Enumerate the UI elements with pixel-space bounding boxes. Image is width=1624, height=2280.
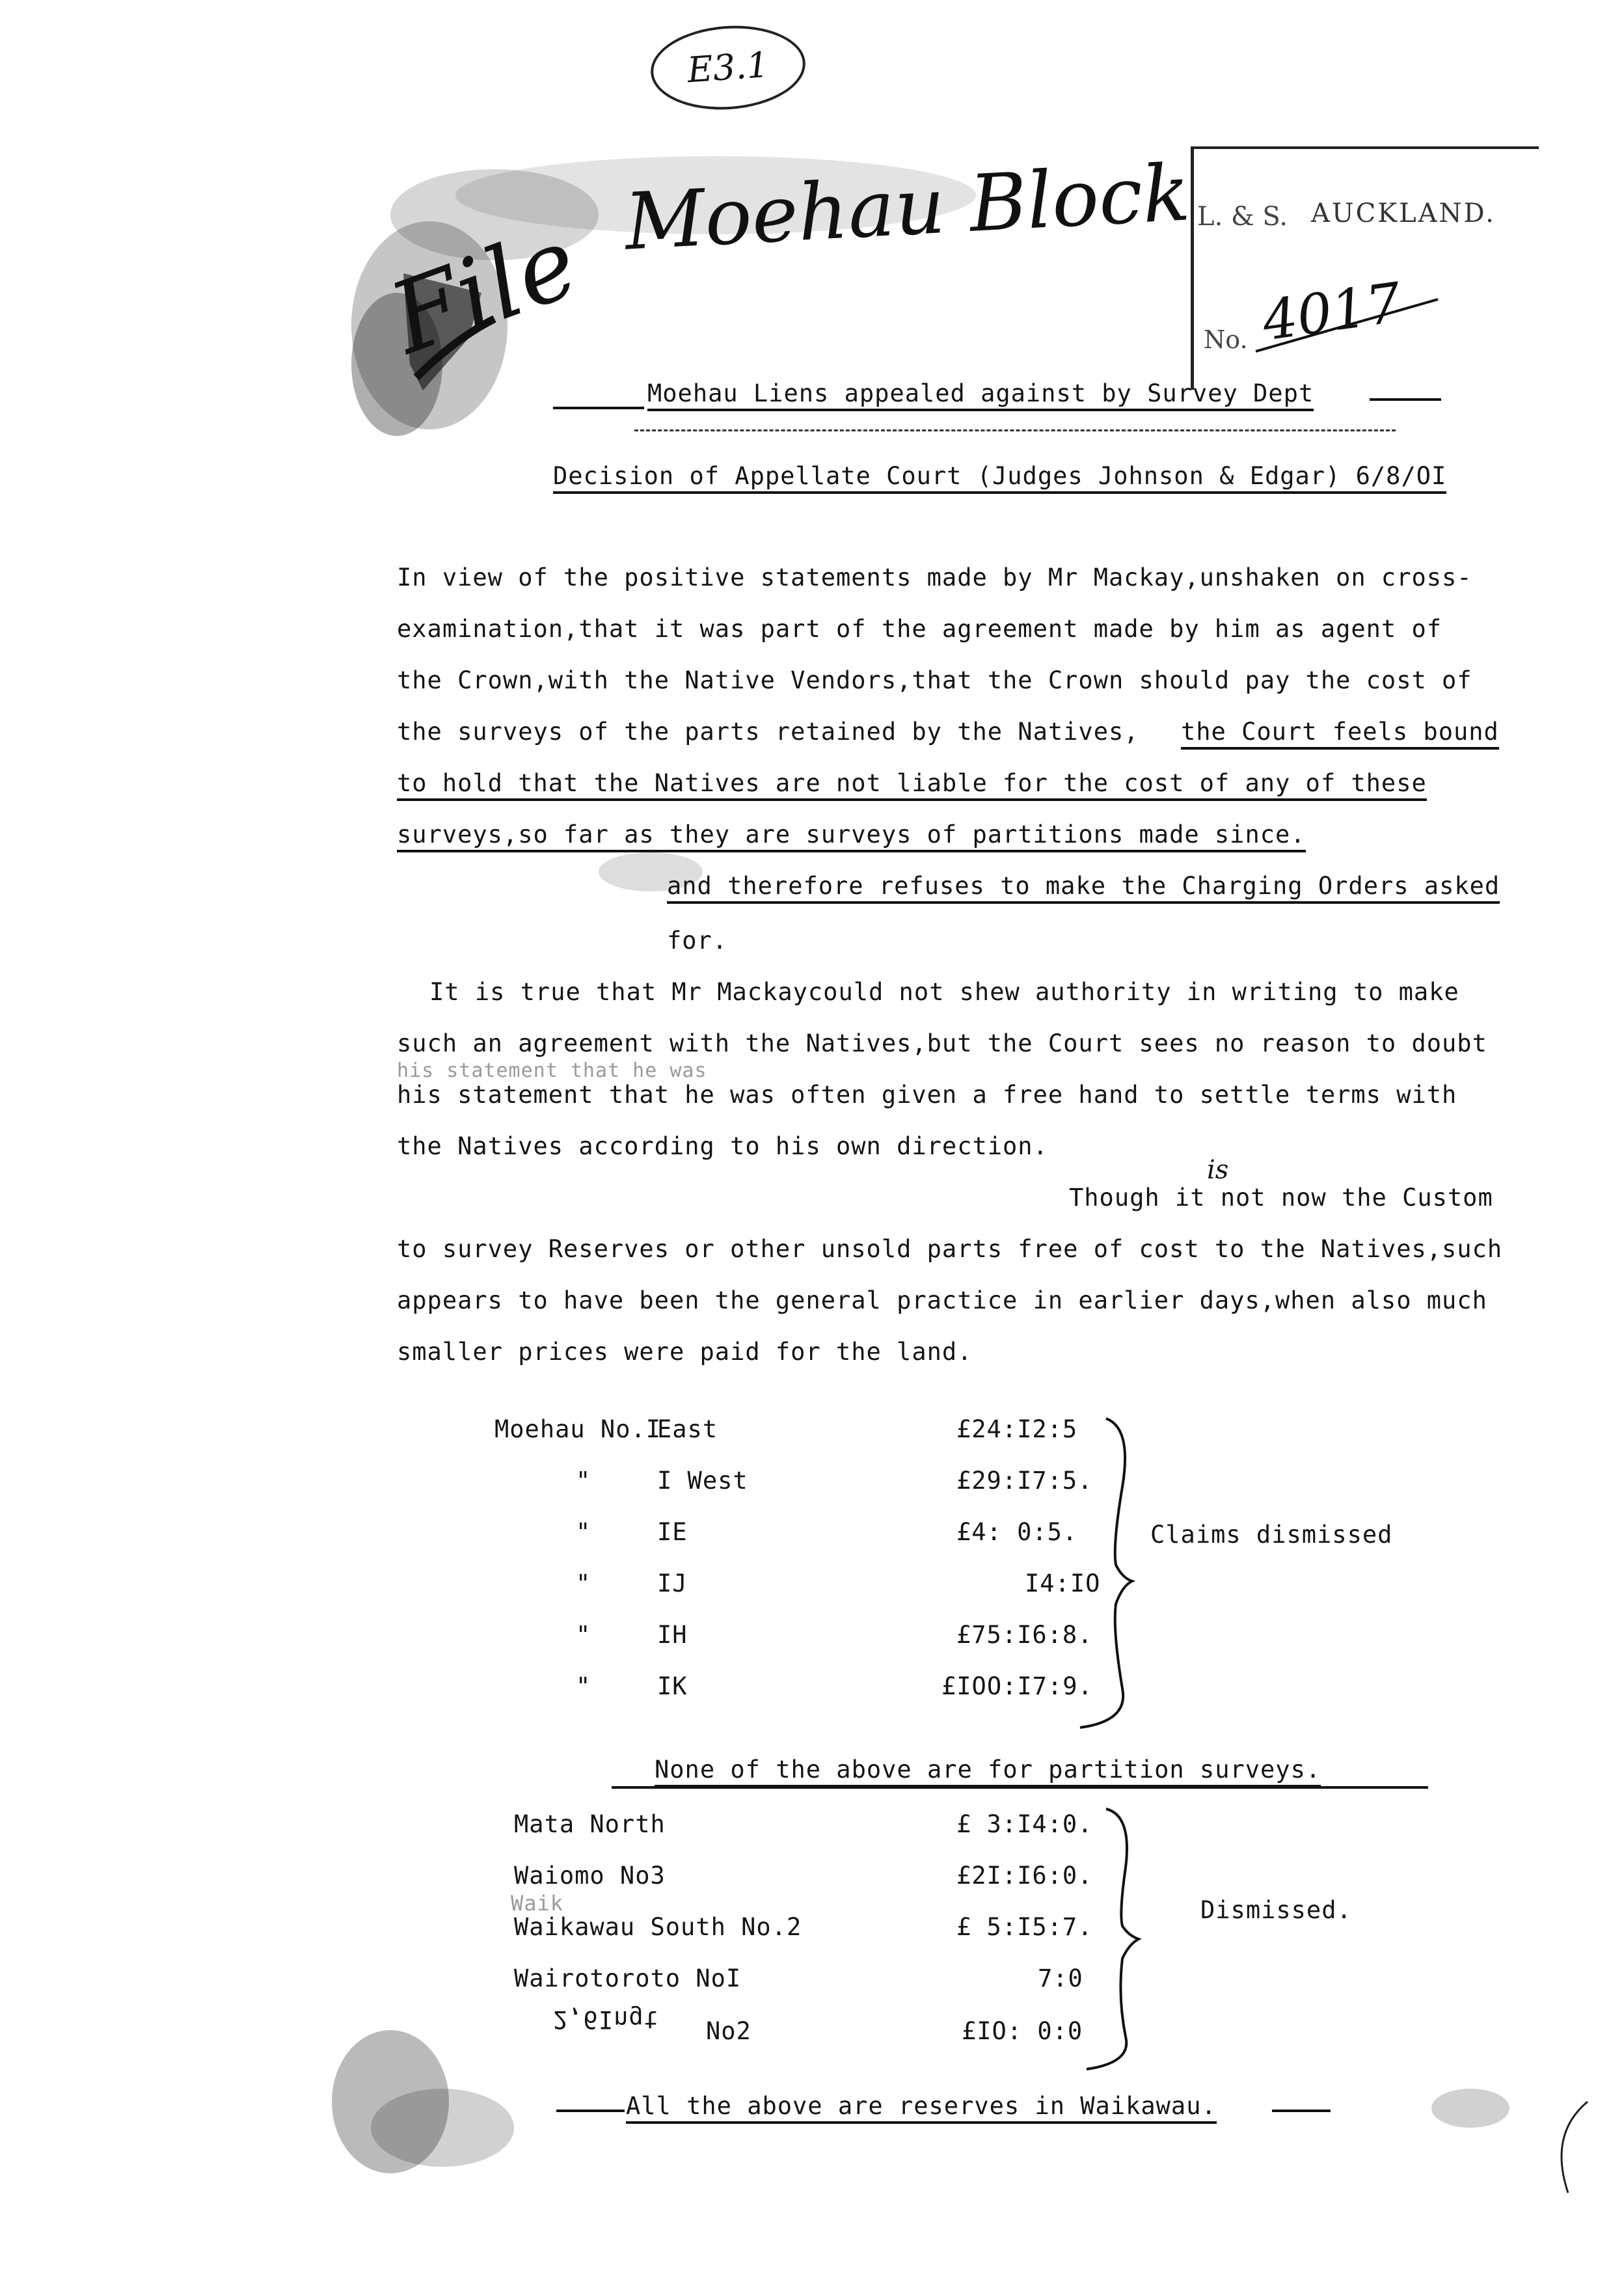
para1-line8: for. (667, 927, 728, 955)
para2-line2: such an agreement with the Natives,but the Court sees no reason to doubt (397, 1029, 1487, 1057)
handwritten-title: Moehau Block (622, 148, 1193, 268)
t2-row5-name: No2 (706, 2017, 751, 2045)
t1-row5-amount: £75:I6:8. (956, 1621, 1093, 1649)
stamp-office: L. & S. (1197, 202, 1288, 232)
t1-row5-name: " (576, 1621, 591, 1649)
para1-line2: examination,that it was part of the agreement made by him as agent of (397, 615, 1442, 643)
t1-row6-part: IK (657, 1672, 688, 1700)
t2-row5-amount: £IO: 0:0 (962, 2017, 1083, 2045)
document-title: Moehau Liens appealed against by Survey Dept (647, 379, 1314, 411)
stamp-city: AUCKLAND. (1311, 198, 1496, 228)
table1-result: Claims dismissed (1150, 1521, 1393, 1549)
para2-faint-line: his statement that he was (397, 1059, 707, 1082)
para1-line6: surveys,so far as they are surveys of partitions made since. (397, 821, 1306, 852)
para2-line4: the Natives according to his own direction. (397, 1132, 1048, 1160)
inserted-word: is (1207, 1155, 1229, 1185)
document-subtitle: Decision of Appellate Court (Judges Johnson & Edgar) 6/8/OI (553, 462, 1446, 494)
t1-row2-amount: £29:I7:5. (956, 1467, 1093, 1495)
stamp-number: 4017 (1258, 270, 1405, 353)
t1-row6-name: " (576, 1672, 591, 1700)
t2-overstrike: Waik (511, 1891, 564, 1916)
t2-mirrored-text: 2,6Ingt (553, 2005, 659, 2033)
t1-row3-name: " (576, 1518, 591, 1546)
t1-row5-part: IH (657, 1621, 688, 1649)
para1-line4b: the Court feels bound (1181, 718, 1499, 750)
reference-mark-text: E3.1 (686, 44, 770, 91)
note2-dash-right (1272, 2110, 1331, 2112)
note1: None of the above are for partition surveys. (655, 1756, 1321, 1787)
t1-row1-amount: £24:I2:5 (956, 1415, 1078, 1443)
para3-line1: Though it not now the Custom (1069, 1184, 1493, 1212)
note2: All the above are reserves in Waikawau. (626, 2092, 1217, 2124)
note2-dash-left (556, 2110, 625, 2112)
t1-row4-part: IJ (657, 1569, 688, 1597)
para1-line3: the Crown,with the Native Vendors,that the Crown should pay the cost of (397, 666, 1472, 694)
note1-rule (612, 1786, 1428, 1789)
t2-row4-name: Wairotoroto NoI (514, 1964, 742, 1992)
handwritten-mark: File (376, 205, 592, 377)
t1-row2-name: " (576, 1467, 591, 1495)
para3-line2: to survey Reserves or other unsold parts free of cost to the Natives,such (397, 1235, 1503, 1263)
para3-line4: smaller prices were paid for the land. (397, 1338, 973, 1366)
t1-row4-amount: I4:IO (1025, 1569, 1101, 1597)
t2-row2-name: Waiomo No3 (514, 1862, 666, 1890)
t1-row3-part: IE (657, 1518, 688, 1546)
t2-row2-amount: £2I:I6:0. (956, 1862, 1093, 1890)
t2-row3-amount: £ 5:I5:7. (956, 1913, 1093, 1941)
table2-result: Dismissed. (1200, 1896, 1352, 1924)
t1-row1-name: Moehau No.I (494, 1415, 662, 1443)
t1-row4-name: " (576, 1569, 591, 1597)
para3-line3: appears to have been the general practice in earlier days,when also much (397, 1286, 1487, 1314)
para2-line1: It is true that Mr Mackaycould not shew authority in writing to make (429, 978, 1459, 1006)
title-dash-left (553, 407, 644, 409)
table1-brace (1061, 1415, 1139, 1741)
t1-row6-amount: £IOO:I7:9. (941, 1672, 1093, 1700)
t1-row2-part: I West (657, 1467, 748, 1495)
para1-line7: and therefore refuses to make the Charging Orders asked (667, 872, 1500, 904)
t2-row1-amount: £ 3:I4:0. (956, 1810, 1093, 1838)
title-dashed-rule (634, 429, 1396, 431)
stamp-number-label: No. (1204, 325, 1248, 354)
table2-brace (1067, 1802, 1145, 2076)
para1-line5: to hold that the Natives are not liable for the cost of any of these (397, 769, 1427, 801)
para1-line1: In view of the positive statements made by Mr Mackay,unshaken on cross- (397, 563, 1472, 591)
t1-row1-part: East (657, 1415, 718, 1443)
t2-row4-amount: 7:0 (1038, 1964, 1083, 1992)
t1-row3-amount: £4: 0:5. (956, 1518, 1078, 1546)
t2-row3-name: Waikawau South No.2 (514, 1913, 802, 1941)
para2-line3: his statement that he was often given a free hand to settle terms with (397, 1081, 1457, 1109)
para1-line4a: the surveys of the parts retained by the Natives, (397, 718, 1139, 746)
title-dash-right (1370, 398, 1441, 401)
stamp-underline-stroke (1249, 293, 1444, 358)
t2-row1-name: Mata North (514, 1810, 666, 1838)
